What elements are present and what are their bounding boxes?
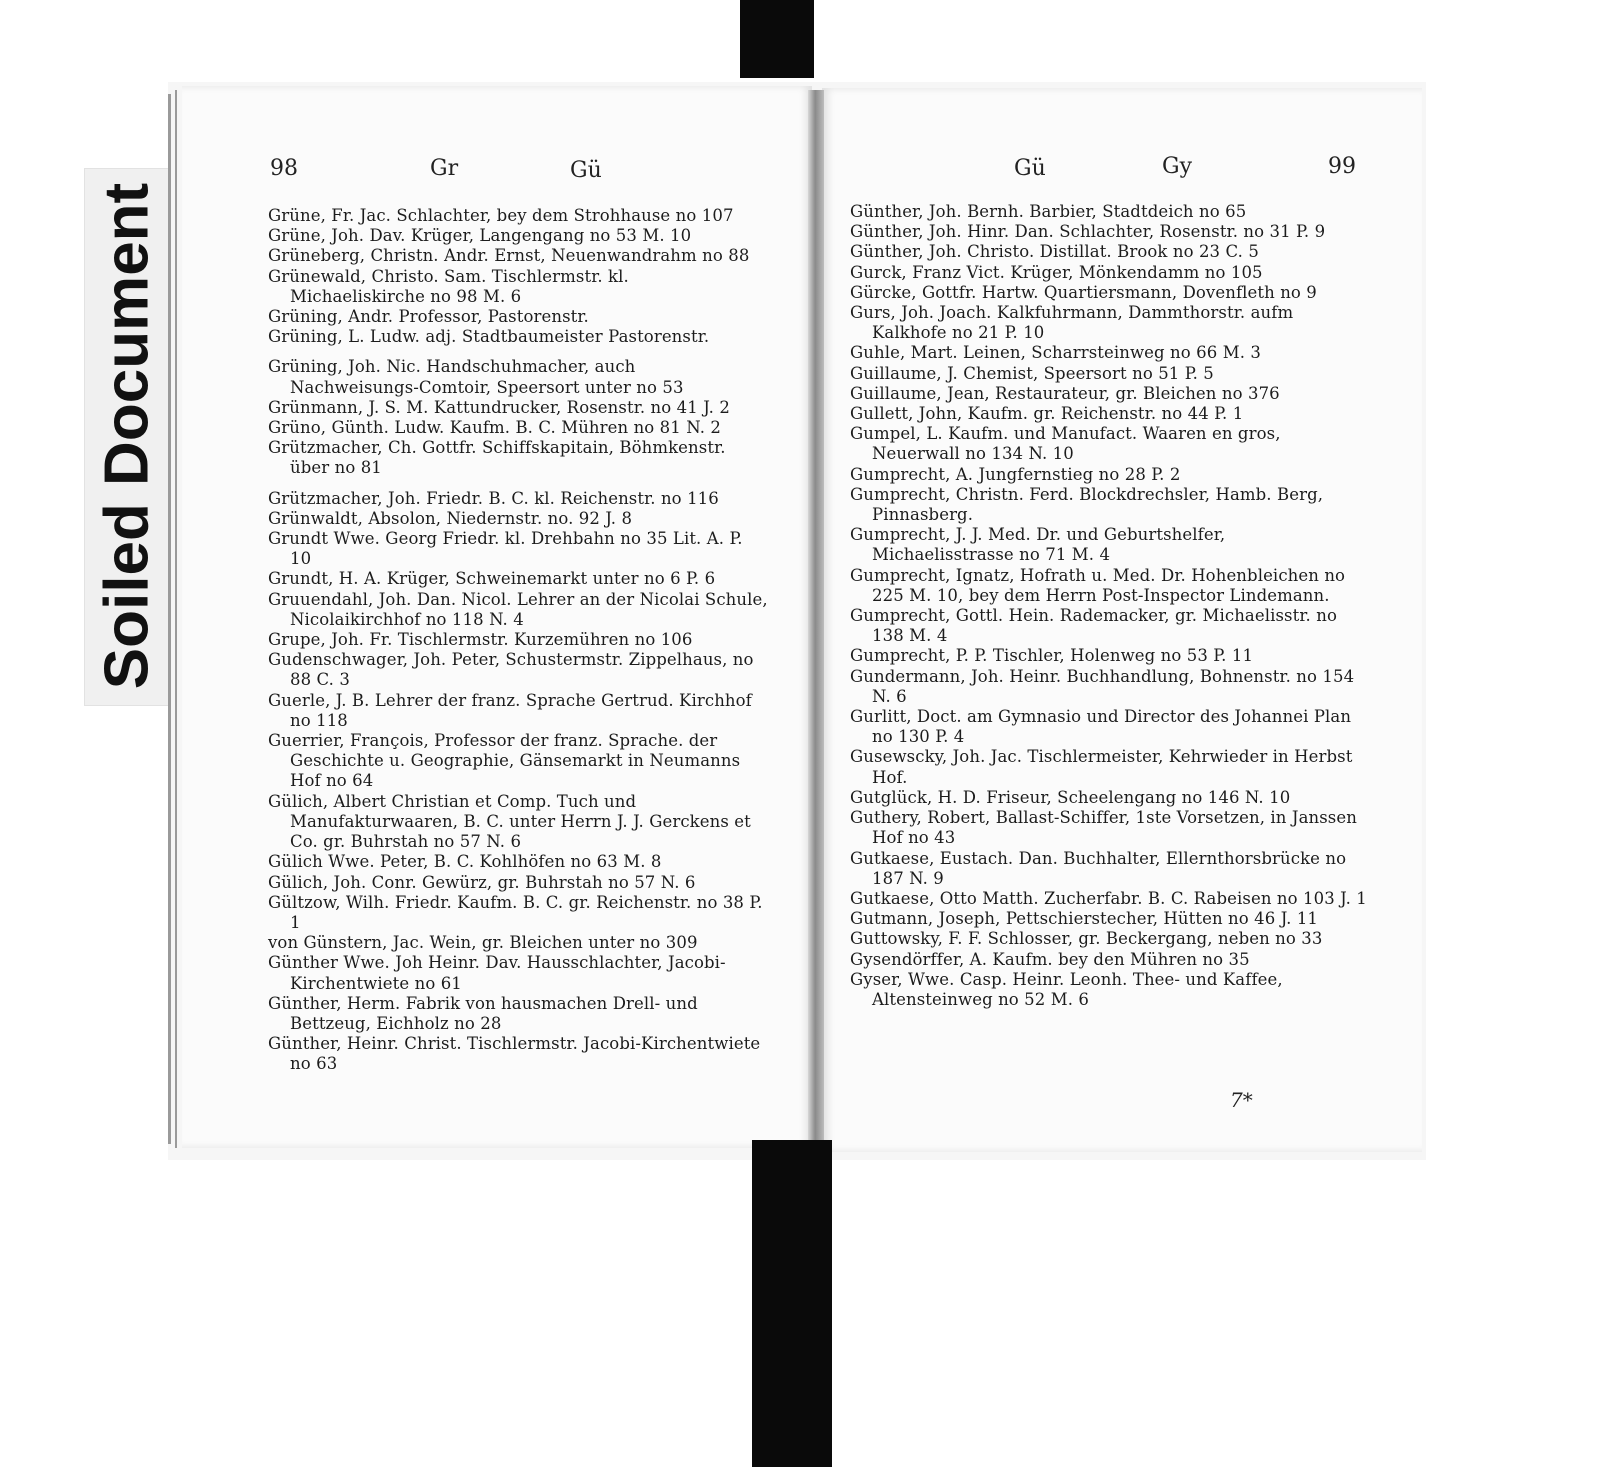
directory-entry: Günther, Joh. Christo. Distillat. Brook no 23 C. 5 bbox=[850, 242, 1259, 262]
directory-entry: Günther, Herm. Fabrik von hausmachen Drell- und Bettzeug, Eichholz no 28 bbox=[268, 993, 698, 1033]
directory-entry: Gumpel, L. Kaufm. und Manufact. Waaren en gros, Neuerwall no 134 N. 10 bbox=[850, 424, 1281, 464]
directory-entry: Günther, Joh. Hinr. Dan. Schlachter, Rosenstr. no 31 P. 9 bbox=[850, 222, 1326, 242]
directory-entry: Guerrier, François, Professor der franz. Sprache. der Geschichte u. Geographie, Gänsemarkt in Neumanns Hof no 64 bbox=[268, 731, 741, 791]
directory-entry: Gutkaese, Otto Matth. Zucherfabr. B. C. Rabeisen no 103 J. 1 bbox=[850, 888, 1367, 908]
directory-entry: Gutmann, Joseph, Pettschierstecher, Hütten no 46 J. 11 bbox=[850, 909, 1319, 929]
directory-entry: Günther, Joh. Bernh. Barbier, Stadtdeich no 65 bbox=[850, 202, 1247, 221]
left-header-end: Gü bbox=[570, 158, 602, 183]
directory-entry: Grützmacher, Ch. Gottfr. Schiffskapitain, Böhmkenstr. über no 81 bbox=[268, 438, 726, 478]
directory-entry: Gumprecht, Christn. Ferd. Blockdrechsler, Hamb. Berg, Pinnasberg. bbox=[850, 484, 1324, 525]
directory-entry: Grützmacher, Joh. Friedr. B. C. kl. Reichenstr. no 116 bbox=[268, 488, 719, 508]
page-edge-left-inner bbox=[175, 90, 177, 1148]
directory-entry: Gurs, Joh. Joach. Kalkfuhrmann, Dammthorstr. aufm Kalkhofe no 21 P. 10 bbox=[850, 303, 1294, 343]
directory-entry: Grüning, Andr. Professor, Pastorenstr. bbox=[268, 307, 589, 327]
directory-entry: Gürcke, Gottfr. Hartw. Quartiersmann, Dovenfleth no 9 bbox=[850, 282, 1317, 302]
directory-entry: Günther, Heinr. Christ. Tischlermstr. Jacobi-Kirchentwiete no 63 bbox=[268, 1034, 761, 1074]
directory-entry: Grüneberg, Christn. Andr. Ernst, Neuenwandrahm no 88 bbox=[268, 246, 750, 266]
book-gutter bbox=[808, 90, 824, 1156]
catchword: 7* bbox=[1230, 1088, 1253, 1112]
binding-strap-bottom bbox=[752, 1140, 832, 1467]
directory-entry: Guthery, Robert, Ballast-Schiffer, 1ste Vorsetzen, in Janssen Hof no 43 bbox=[850, 808, 1357, 848]
right-header-start: Gü bbox=[1014, 156, 1046, 181]
directory-entry: Gülich Wwe. Peter, B. C. Kohlhöfen no 63 M. 8 bbox=[268, 852, 662, 872]
directory-entry: Gumprecht, J. J. Med. Dr. und Geburtshelfer, Michaelisstrasse no 71 M. 4 bbox=[850, 525, 1226, 565]
directory-entry: Gutkaese, Eustach. Dan. Buchhalter, Ellernthorsbrücke no 187 N. 9 bbox=[850, 848, 1347, 888]
directory-entry: Gülich, Joh. Conr. Gewürz, gr. Buhrstah no 57 N. 6 bbox=[268, 872, 696, 892]
directory-entry: Gusewscky, Joh. Jac. Tischlermeister, Kehrwieder in Herbst Hof. bbox=[850, 747, 1353, 787]
right-page-number: 99 bbox=[1328, 154, 1356, 179]
directory-entry: Guillaume, Jean, Restaurateur, gr. Bleichen no 376 bbox=[850, 383, 1280, 403]
side-label: Soiled Document bbox=[92, 182, 162, 690]
directory-entry: Gundermann, Joh. Heinr. Buchhandlung, Bohnenstr. no 154 N. 6 bbox=[850, 666, 1355, 706]
directory-entry: von Günstern, Jac. Wein, gr. Bleichen unter no 309 bbox=[268, 933, 698, 953]
directory-entry: Guhle, Mart. Leinen, Scharrsteinweg no 66 M. 3 bbox=[850, 343, 1261, 363]
directory-entry: Gysendörffer, A. Kaufm. bey den Mühren no 35 bbox=[850, 949, 1250, 969]
directory-entry: Gruuendahl, Joh. Dan. Nicol. Lehrer an der Nicolai Schule, Nicolaikirchhof no 118 N. 4 bbox=[268, 589, 768, 629]
directory-entry: Grüning, Joh. Nic. Handschuhmacher, auch Nachweisungs-Comtoir, Speersort unter no 53 bbox=[268, 357, 684, 397]
directory-entry: Gudenschwager, Joh. Peter, Schustermstr. Zippelhaus, no 88 C. 3 bbox=[268, 650, 754, 690]
left-header-start: Gr bbox=[430, 156, 459, 181]
directory-entry: Gurlitt, Doct. am Gymnasio und Director des Johannei Plan no 130 P. 4 bbox=[850, 707, 1352, 747]
directory-entry: Gumprecht, P. P. Tischler, Holenweg no 53 P. 11 bbox=[850, 646, 1254, 666]
directory-entry: Gumprecht, Ignatz, Hofrath u. Med. Dr. Hohenbleichen no 225 M. 10, bey dem Herrn Post-Inspector Lindemann. bbox=[850, 565, 1346, 605]
directory-entry: Grünewald, Christo. Sam. Tischlermstr. kl. Michaeliskirche no 98 M. 6 bbox=[268, 266, 629, 306]
right-directory-entries bbox=[850, 202, 1370, 1010]
directory-entry: Grünwaldt, Absolon, Niedernstr. no. 92 J. 8 bbox=[268, 508, 633, 528]
directory-entry: Grundt Wwe. Georg Friedr. kl. Drehbahn no 35 Lit. A. P. 10 bbox=[268, 529, 743, 569]
directory-entry: Grundt, H. A. Krüger, Schweinemarkt unter no 6 P. 6 bbox=[268, 569, 716, 589]
directory-entry: Gurck, Franz Vict. Krüger, Mönkendamm no 105 bbox=[850, 262, 1263, 282]
directory-entry: Günther Wwe. Joh Heinr. Dav. Hausschlachter, Jacobi-Kirchentwiete no 61 bbox=[268, 953, 726, 993]
directory-entry: Guerle, J. B. Lehrer der franz. Sprache Gertrud. Kirchhof no 118 bbox=[268, 690, 752, 730]
directory-entry: Grüning, L. Ludw. adj. Stadtbaumeister Pastorenstr. bbox=[268, 327, 710, 347]
directory-entry: Grupe, Joh. Fr. Tischlermstr. Kurzemühren no 106 bbox=[268, 630, 693, 650]
directory-entry: Gülich, Albert Christian et Comp. Tuch und Manufakturwaaren, B. C. unter Herrn J. J. Gerckens et Co. gr. Buhrstah no 57 N. 6 bbox=[268, 791, 751, 852]
left-page-number: 98 bbox=[270, 156, 298, 181]
directory-entry: Gullett, John, Kaufm. gr. Reichenstr. no 44 P. 1 bbox=[850, 404, 1244, 424]
binding-strap-top bbox=[740, 0, 814, 78]
directory-entry: Gutglück, H. D. Friseur, Scheelengang no 146 N. 10 bbox=[850, 787, 1291, 807]
right-header-end: Gy bbox=[1162, 154, 1193, 179]
directory-entry: Grüno, Günth. Ludw. Kaufm. B. C. Mühren no 81 N. 2 bbox=[268, 418, 721, 438]
directory-entry: Grüne, Joh. Dav. Krüger, Langengang no 53 M. 10 bbox=[268, 226, 692, 246]
directory-entry: Gumprecht, A. Jungfernstieg no 28 P. 2 bbox=[850, 464, 1181, 484]
page-edge-left bbox=[168, 94, 171, 1144]
directory-entry: Gültzow, Wilh. Friedr. Kaufm. B. C. gr. Reichenstr. no 38 P. 1 bbox=[268, 892, 763, 932]
directory-entry: Gumprecht, Gottl. Hein. Rademacker, gr. Michaelisstr. no 138 M. 4 bbox=[850, 606, 1337, 646]
directory-entry: Gyser, Wwe. Casp. Heinr. Leonh. Thee- und Kaffee, Altensteinweg no 52 M. 6 bbox=[850, 969, 1283, 1009]
directory-entry: Guttowsky, F. F. Schlosser, gr. Beckergang, neben no 33 bbox=[850, 929, 1323, 949]
left-directory-entries bbox=[268, 206, 768, 1075]
directory-entry: Grünmann, J. S. M. Kattundrucker, Rosenstr. no 41 J. 2 bbox=[268, 397, 730, 417]
directory-entry: Grüne, Fr. Jac. Schlachter, bey dem Strohhause no 107 bbox=[268, 206, 734, 225]
directory-entry: Guillaume, J. Chemist, Speersort no 51 P. 5 bbox=[850, 363, 1214, 383]
